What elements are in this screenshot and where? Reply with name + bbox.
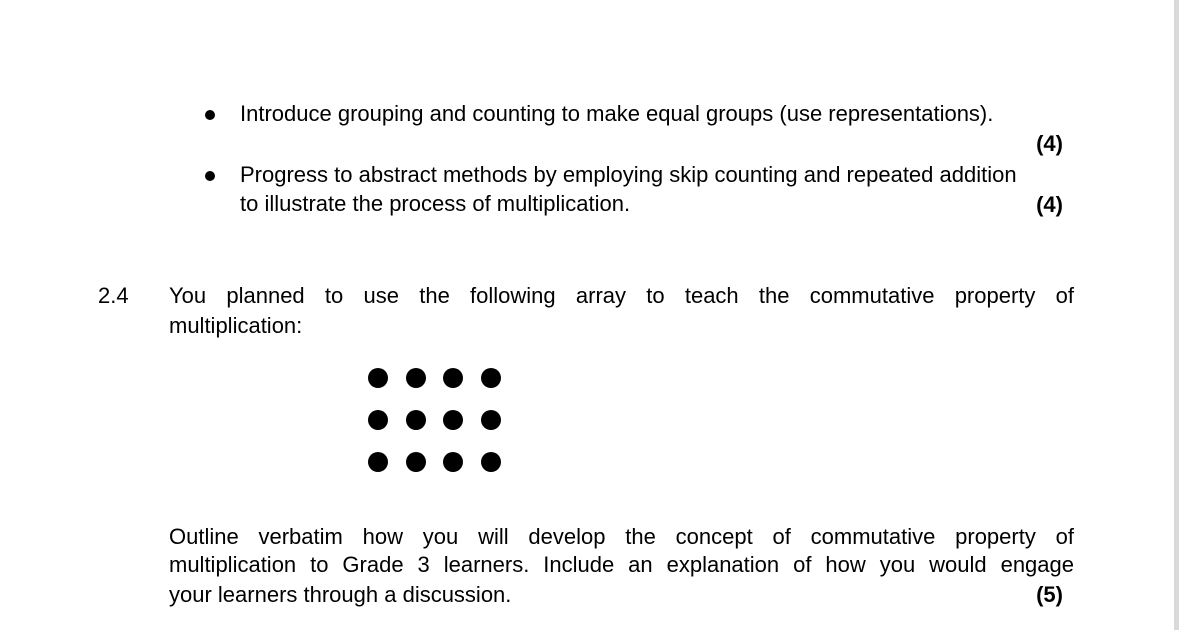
bullet-marks: (4) [1036,192,1063,217]
question-number: 2.4 [98,283,129,308]
question-task-line: your learners through a discussion. [169,582,512,607]
array-dot [481,452,501,472]
question-intro-line: You planned to use the following array to teach the commutative property of [169,283,1074,308]
question-marks: (5) [1036,582,1063,607]
array-dot [443,410,463,430]
bullet-icon [205,110,215,120]
array-dot [481,410,501,430]
array-dot [406,452,426,472]
bullet-text: to illustrate the process of multiplication. [240,191,631,216]
array-dot [368,452,388,472]
bullet-text: Introduce grouping and counting to make equal groups (use representations). [240,101,994,126]
bullet-icon [205,171,215,181]
bullet-marks: (4) [1036,131,1063,156]
array-dot [368,410,388,430]
page-edge [1174,0,1179,630]
bullet-text: Progress to abstract methods by employing skip counting and repeated addition [240,162,1017,187]
array-dot [406,410,426,430]
array-dot [443,368,463,388]
array-dot [406,368,426,388]
question-task-line: Outline verbatim how you will develop the concept of commutative property of [169,524,1074,549]
array-dot [368,368,388,388]
question-intro-line: multiplication: [169,313,303,338]
array-dot [443,452,463,472]
array-dot [481,368,501,388]
question-task-line: multiplication to Grade 3 learners. Include an explanation of how you would engage [169,552,1074,577]
